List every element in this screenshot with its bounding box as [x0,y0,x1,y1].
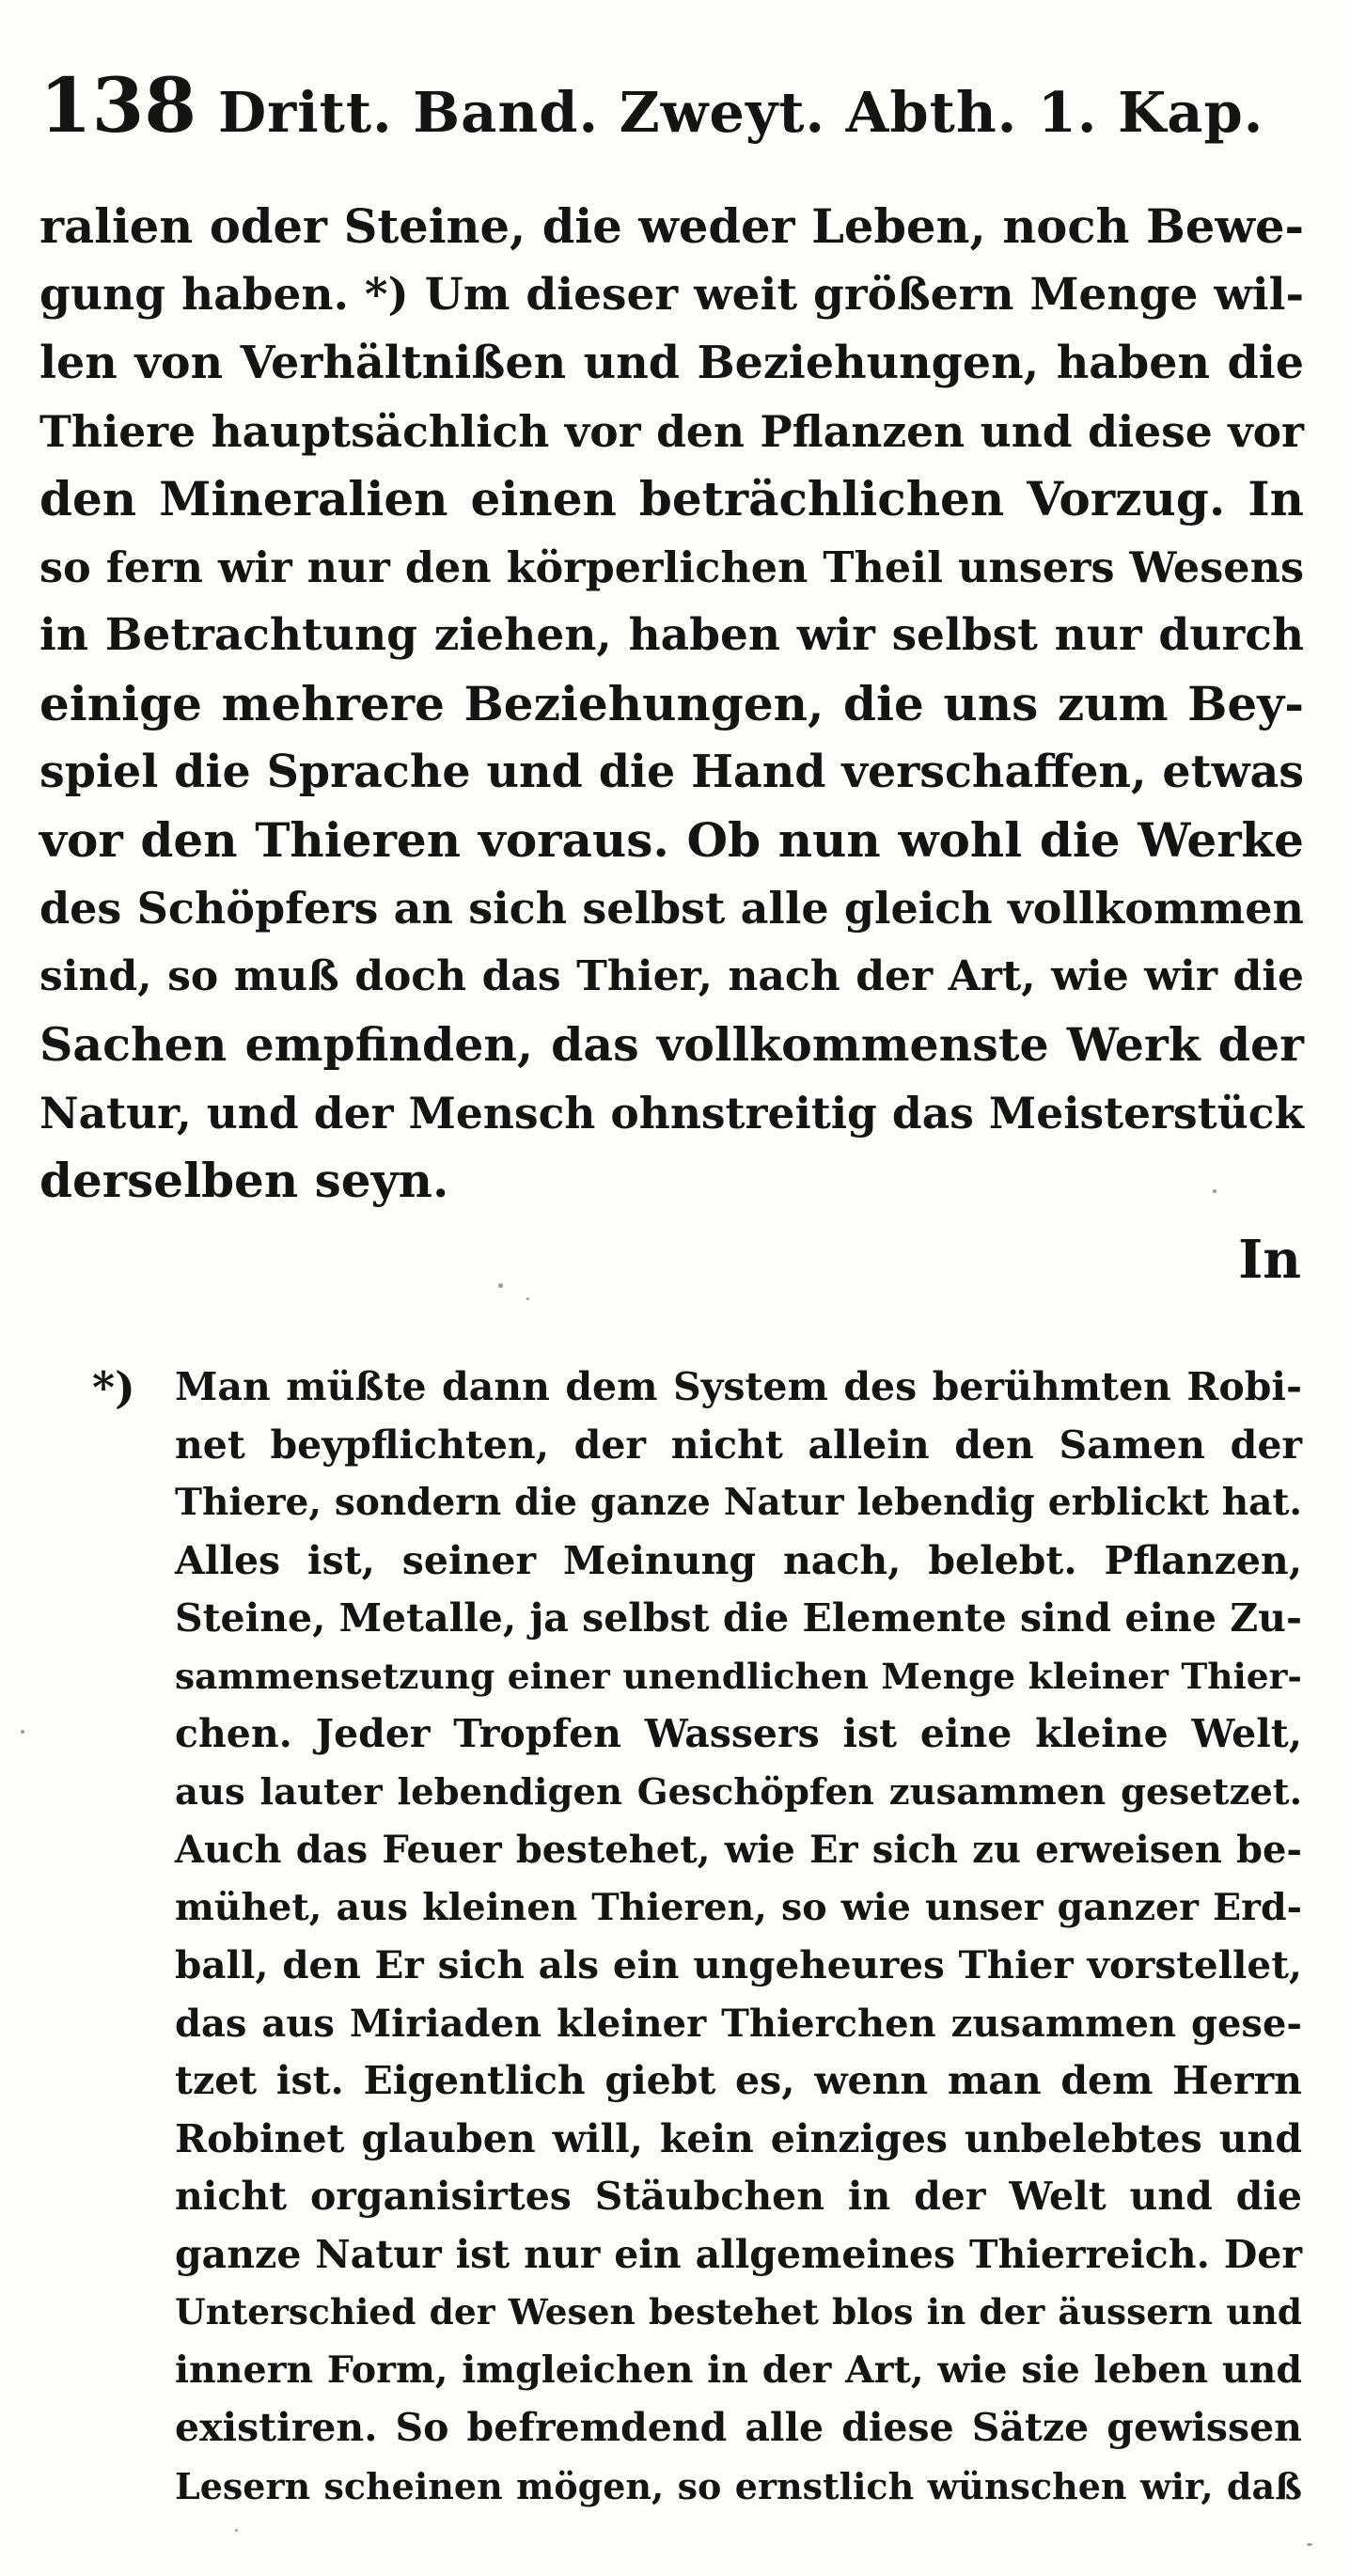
paper-speck [1307,2543,1312,2546]
text-line: len von Verhältnißen und Beziehungen, haben die [39,337,1304,389]
footnote-line: sammensetzung einer unendlichen Menge kleiner Thier- [175,1655,1302,1697]
footnote-line: das aus Miriaden kleiner Thierchen zusammen gese- [175,2001,1302,2046]
text-line: Thiere hauptsächlich vor den Pflanzen und diese vor [39,405,1304,457]
text-line: ralien oder Steine, die weder Leben, noch Bewe- [39,199,1304,254]
paper-speck [1213,1189,1217,1193]
page-number: 138 [39,61,196,149]
text-line: so fern wir nur den körperlichen Theil unsers Wesens [39,542,1304,592]
footnote-line: Steine, Metalle, ja selbst die Elemente sind eine Zu- [175,1595,1302,1641]
text-line: Natur, und der Mensch ohnstreitig das Meisterstück [39,1087,1304,1139]
text-line: vor den Thieren voraus. Ob nun wohl die Werke [39,811,1304,868]
text-line: sind, so muß doch das Thier, nach der Art, wie wir die [39,951,1304,1000]
footnote-line: net beypflichten, der nicht allein den Samen der [175,1422,1302,1468]
footnote-line: Lesern scheinen mögen, so ernstlich wünschen wir, daß [175,2464,1302,2507]
footnote-marker: *) [92,1362,135,1413]
text-line: den Mineralien einen beträchlichen Vorzug. In [39,471,1304,526]
running-head: Dritt. Band. Zweyt. Abth. 1. Kap. [218,80,1264,145]
paper-speck [526,1297,529,1300]
footnote-line: Alles ist, seiner Meinung nach, belebt. Pflanzen, [175,1537,1302,1583]
footnote-line: innern Form, imgleichen in der Art, wie sie leben und [175,2348,1302,2392]
catchword: In [1238,1229,1301,1291]
text-line: des Schöpfers an sich selbst alle gleich vollkommen [39,883,1304,934]
footnote-line: aus lauter lebendigen Geschöpfen zusammen gesetzet. [175,1770,1302,1814]
page-header [39,58,1299,162]
text-line: gung haben. *) Um dieser weit größern Menge wil- [39,268,1304,321]
main-text [39,193,1304,1216]
text-line: in Betrachtung ziehen, haben wir selbst nur durch [39,609,1304,661]
footnote-line: nicht organisirtes Stäubchen in der Welt und die [175,2174,1302,2219]
footnote-line: Unterschied der Wesen bestehet blos in der äussern und [175,2291,1302,2333]
footnote-line: Auch das Feuer bestehet, wie Er sich zu erweisen be- [175,1828,1302,1872]
footnote-line: Man müßte dann dem System des berühmten Robi- [175,1364,1302,1409]
text-line: Sachen empfinden, das vollkommenste Werk der [39,1017,1304,1072]
footnote-line: Thiere, sondern die ganze Natur lebendig erblickt hat. [175,1481,1302,1524]
paper-speck [498,1283,503,1288]
footnote-line: existiren. So befremdend alle diese Sätze gewissen [175,2405,1302,2450]
footnote-line: chen. Jeder Tropfen Wassers ist eine kleine Welt, [175,1711,1302,1756]
footnote-line: Robinet glauben will, kein einziges unbelebtes und [175,2115,1302,2161]
text-line: einige mehrere Beziehungen, die uns zum Bey- [39,675,1304,731]
footnote-text [175,1359,1302,2515]
paper-speck [235,2529,238,2532]
footnote-line: ball, den Er sich als ein ungeheures Thier vorstellet, [175,1942,1302,1987]
footnote-line: tzet ist. Eigentlich giebt es, wenn man dem Herrn [175,2058,1302,2103]
footnote-line: ganze Natur ist nur ein allgemeines Thierreich. Der [175,2231,1302,2277]
text-line: spiel die Sprache und die Hand verschaffen, etwas [39,746,1304,798]
text-line: derselben seyn. [39,1153,449,1208]
footnote-line: mühet, aus kleinen Thieren, so wie unser ganzer Erd- [175,1885,1302,1929]
paper-speck [21,1730,24,1734]
